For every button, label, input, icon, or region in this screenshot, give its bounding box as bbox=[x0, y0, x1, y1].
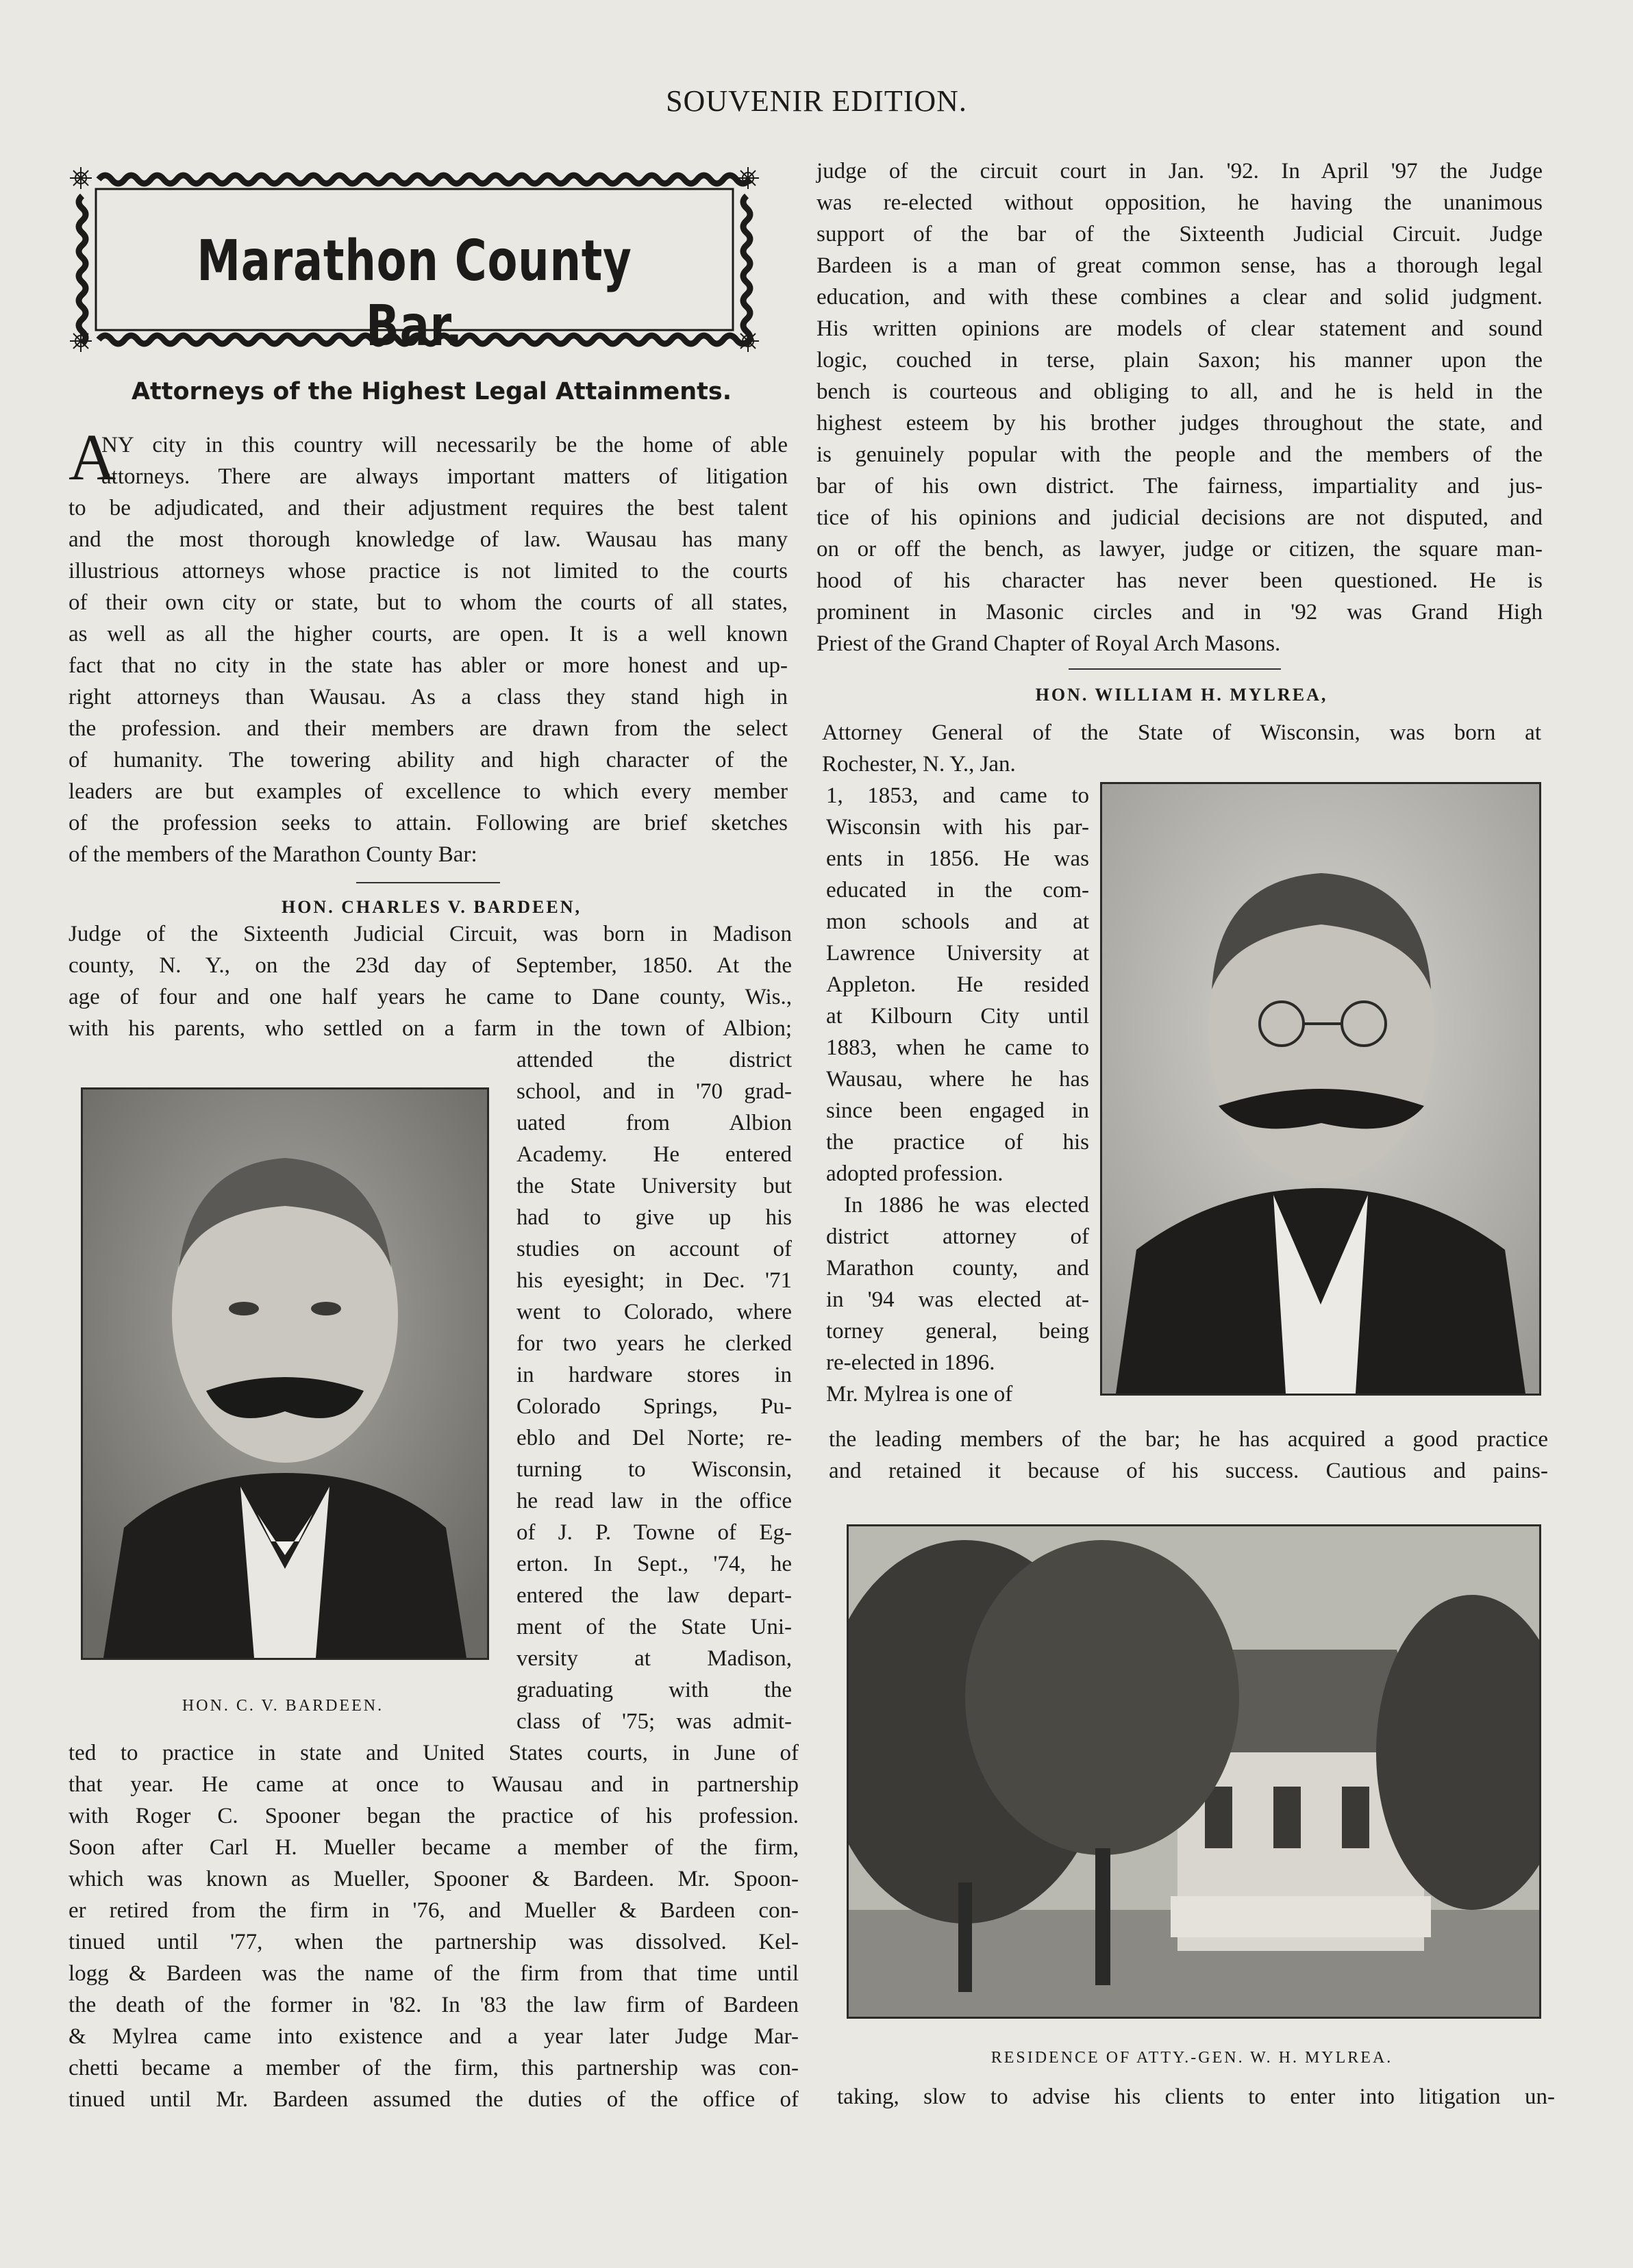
text-line: Lawrence University at bbox=[826, 941, 1089, 966]
text-line: Appleton. He resided bbox=[826, 972, 1089, 997]
text-line: ment of the State Uni- bbox=[516, 1615, 792, 1639]
text-line: uated from Albion bbox=[516, 1111, 792, 1135]
bardeen-portrait bbox=[81, 1087, 489, 1660]
text-line: bar of his own district. The fairness, impartiality and jus- bbox=[816, 474, 1543, 499]
text-line: logic, couched in terse, plain Saxon; his manner upon the bbox=[816, 348, 1543, 373]
text-line: In 1886 he was elected bbox=[844, 1193, 1089, 1218]
text-line: tice of his opinions and judicial decisions are not disputed, and bbox=[816, 505, 1543, 530]
text-line: studies on account of bbox=[516, 1237, 792, 1261]
text-line: Priest of the Grand Chapter of Royal Arch Masons. bbox=[816, 631, 1281, 656]
text-line: illustrious attorneys whose practice is not limited to the courts bbox=[68, 559, 788, 583]
text-line: adopted profession. bbox=[826, 1161, 1004, 1186]
text-line: in hardware stores in bbox=[516, 1363, 792, 1387]
text-line: for two years he clerked bbox=[516, 1331, 792, 1356]
text-line: ted to practice in state and United States courts, in June of bbox=[68, 1741, 799, 1765]
text-line: of the members of the Marathon County Bar: bbox=[68, 842, 477, 867]
text-line: Wisconsin with his par- bbox=[826, 815, 1089, 840]
text-line: chetti became a member of the firm, this partnership was con- bbox=[68, 2056, 799, 2080]
text-line: turning to Wisconsin, bbox=[516, 1457, 792, 1482]
text-line: Mr. Mylrea is one of bbox=[826, 1382, 1013, 1407]
text-line: hood of his character has never been questioned. He is bbox=[816, 568, 1543, 593]
text-line: NY city in this country will necessarily be the home of able bbox=[101, 433, 788, 457]
text-line: the death of the former in '82. In '83 the law firm of Bardeen bbox=[68, 1993, 799, 2017]
bardeen-heading: HON. CHARLES V. BARDEEN, bbox=[281, 897, 582, 917]
text-line: went to Colorado, where bbox=[516, 1300, 792, 1324]
text-line: support of the bar of the Sixteenth Judicial Circuit. Judge bbox=[816, 222, 1543, 247]
text-line: the practice of his bbox=[826, 1130, 1089, 1155]
text-line: tinued until '77, when the partnership was dissolved. Kel- bbox=[68, 1930, 799, 1954]
text-line: Academy. He entered bbox=[516, 1142, 792, 1167]
text-line: torney general, being bbox=[826, 1319, 1089, 1344]
text-line: had to give up his bbox=[516, 1205, 792, 1230]
text-line: fact that no city in the state has abler or more honest and up- bbox=[68, 653, 788, 678]
text-line: and retained it because of his success. Cautious and pains- bbox=[829, 1459, 1548, 1483]
residence-caption: RESIDENCE OF ATTY.-GEN. W. H. MYLREA. bbox=[990, 2049, 1393, 2067]
text-line: & Mylrea came into existence and a year later Judge Mar- bbox=[68, 2024, 799, 2049]
text-line: education, and with these combines a clear and solid judgment. bbox=[816, 285, 1543, 310]
text-line: since been engaged in bbox=[826, 1098, 1089, 1123]
text-line: to be adjudicated, and their adjustment requires the best talent bbox=[68, 496, 788, 520]
text-line: judge of the circuit court in Jan. '92. In April '97 the Judge bbox=[816, 159, 1543, 184]
text-line: leaders are but examples of excellence to which every member bbox=[68, 779, 788, 804]
text-line: logg & Bardeen was the name of the firm from that time until bbox=[68, 1961, 799, 1986]
text-line: attended the district bbox=[516, 1048, 792, 1072]
text-line: on or off the bench, as lawyer, judge or citizen, the square man- bbox=[816, 537, 1543, 562]
text-line: age of four and one half years he came to Dane county, Wis., bbox=[68, 985, 792, 1009]
drop-cap: A bbox=[68, 420, 116, 494]
text-line: 1883, when he came to bbox=[826, 1035, 1089, 1060]
mylrea-heading: HON. WILLIAM H. MYLREA, bbox=[1035, 685, 1328, 705]
section-rule bbox=[356, 882, 500, 883]
text-line: versity at Madison, bbox=[516, 1646, 792, 1671]
text-line: and the most thorough knowledge of law. Wausau has many bbox=[68, 527, 788, 552]
text-line: Wausau, where he has bbox=[826, 1067, 1089, 1092]
text-line: his eyesight; in Dec. '71 bbox=[516, 1268, 792, 1293]
text-line: in '94 was elected at- bbox=[826, 1287, 1089, 1312]
text-line: class of '75; was admit- bbox=[516, 1709, 792, 1734]
text-line: he read law in the office bbox=[516, 1489, 792, 1513]
text-line: entered the law depart- bbox=[516, 1583, 792, 1608]
text-line: that year. He came at once to Wausau and in partnership bbox=[68, 1772, 799, 1797]
text-line: of J. P. Towne of Eg- bbox=[516, 1520, 792, 1545]
text-line: attorneys. There are always important matters of litigation bbox=[101, 464, 788, 489]
text-line: tinued until Mr. Bardeen assumed the duties of the office of bbox=[68, 2087, 799, 2112]
text-line: with his parents, who settled on a farm in the town of Albion; bbox=[68, 1016, 792, 1041]
section-rule-2 bbox=[1069, 668, 1281, 670]
text-line: which was known as Mueller, Spooner & Bardeen. Mr. Spoon- bbox=[68, 1867, 799, 1891]
text-line: eblo and Del Norte; re- bbox=[516, 1426, 792, 1450]
mylrea-final-line: taking, slow to advise his clients to enter into litigation un- bbox=[837, 2084, 1555, 2109]
text-line: er retired from the firm in '76, and Mueller & Bardeen con- bbox=[68, 1898, 799, 1923]
text-line: county, N. Y., on the 23d day of September, 1850. At the bbox=[68, 953, 792, 978]
text-line: the leading members of the bar; he has acquired a good practice bbox=[829, 1427, 1548, 1452]
text-line: highest esteem by his brother judges throughout the state, and bbox=[816, 411, 1543, 436]
text-line: 1, 1853, and came to bbox=[826, 783, 1089, 808]
subtitle: Attorneys of the Highest Legal Attainments. bbox=[131, 378, 732, 405]
text-line: Bardeen is a man of great common sense, has a thorough legal bbox=[816, 253, 1543, 278]
text-line: school, and in '70 grad- bbox=[516, 1079, 792, 1104]
text-line: was re-elected without opposition, he having the unanimous bbox=[816, 190, 1543, 215]
text-line: as well as all the higher courts, are open. It is a well known bbox=[68, 622, 788, 646]
mylrea-portrait bbox=[1100, 782, 1541, 1396]
text-line: the profession. and their members are drawn from the select bbox=[68, 716, 788, 741]
text-line: educated in the com- bbox=[826, 878, 1089, 903]
text-line: mon schools and at bbox=[826, 909, 1089, 934]
text-line: Judge of the Sixteenth Judicial Circuit, was born in Madison bbox=[68, 922, 792, 946]
text-line: graduating with the bbox=[516, 1678, 792, 1702]
text-line: bench is courteous and obliging to all, and he is held in the bbox=[816, 379, 1543, 404]
running-head: SOUVENIR EDITION. bbox=[666, 84, 967, 118]
text-line: Attorney General of the State of Wisconsin, was born at bbox=[822, 720, 1541, 745]
text-line: Marathon county, and bbox=[826, 1256, 1089, 1281]
text-line: right attorneys than Wausau. As a class they stand high in bbox=[68, 685, 788, 709]
text-line: of the profession seeks to attain. Following are brief sketches bbox=[68, 811, 788, 835]
title-box bbox=[68, 163, 760, 359]
text-line: Soon after Carl H. Mueller became a member of the firm, bbox=[68, 1835, 799, 1860]
residence-photo bbox=[847, 1524, 1541, 2019]
text-line: of their own city or state, but to whom the courts of all states, bbox=[68, 590, 788, 615]
text-line: with Roger C. Spooner began the practice of his profession. bbox=[68, 1804, 799, 1828]
text-line: of humanity. The towering ability and high character of the bbox=[68, 748, 788, 772]
text-line: is genuinely popular with the people and the members of the bbox=[816, 442, 1543, 467]
text-line: erton. In Sept., '74, he bbox=[516, 1552, 792, 1576]
bardeen-caption: HON. C. V. BARDEEN. bbox=[182, 1697, 384, 1715]
text-line: at Kilbourn City until bbox=[826, 1004, 1089, 1029]
text-line: His written opinions are models of clear statement and sound bbox=[816, 316, 1543, 341]
text-line: ents in 1856. He was bbox=[826, 846, 1089, 871]
text-line: the State University but bbox=[516, 1174, 792, 1198]
page-title: Marathon County Bar. bbox=[197, 229, 632, 359]
text-line: Colorado Springs, Pu- bbox=[516, 1394, 792, 1419]
text-line: Rochester, N. Y., Jan. bbox=[822, 752, 1016, 777]
text-line: district attorney of bbox=[826, 1224, 1089, 1249]
text-line: prominent in Masonic circles and in '92 was Grand High bbox=[816, 600, 1543, 625]
text-line: re-elected in 1896. bbox=[826, 1350, 995, 1375]
